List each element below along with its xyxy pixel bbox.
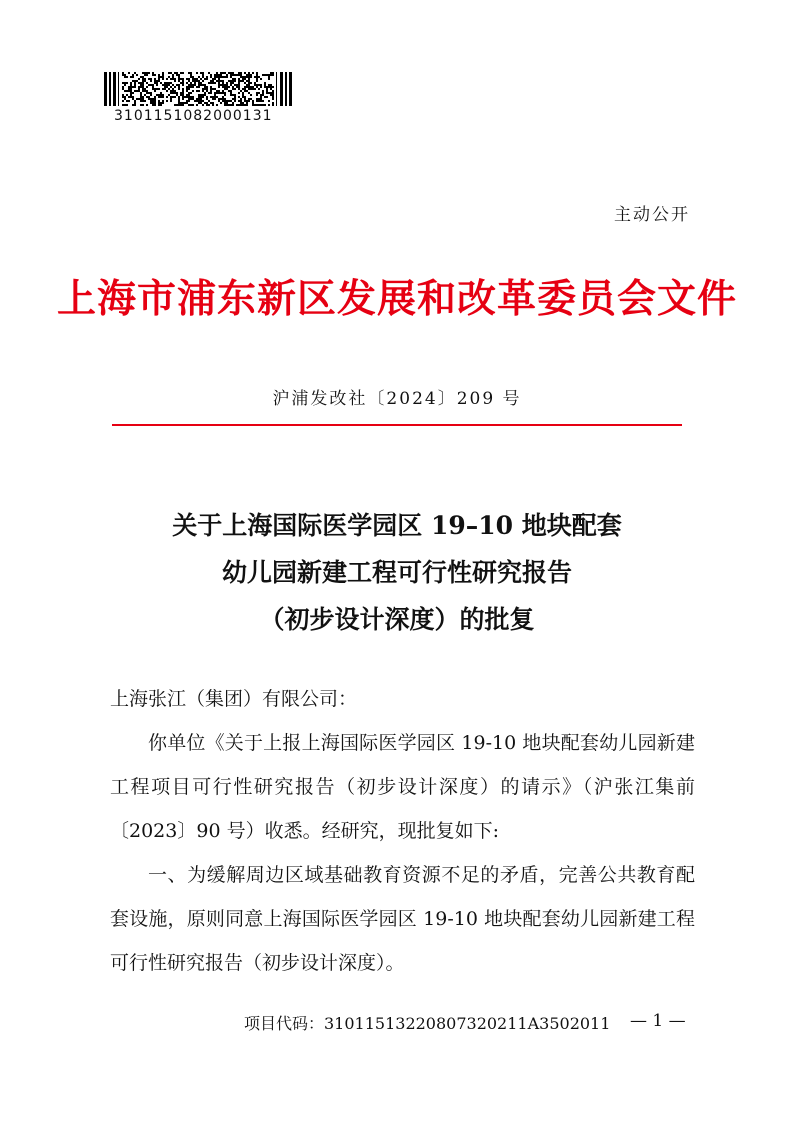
addressee: 上海张江（集团）有限公司： [110, 688, 358, 710]
document-body [110, 677, 695, 985]
title-line-3: （初步设计深度）的批复 [259, 605, 535, 634]
body-paragraph-2: 一、为缓解周边区域基础教育资源不足的矛盾，完善公共教育配套设施，原则同意上海国际医学园区 19-10 地块配套幼儿园新建工程可行性研究报告（初步设计深度）。 [110, 864, 695, 974]
page-number: — 1 — [630, 1011, 686, 1031]
title-line-2: 幼儿园新建工程可行性研究报告 [221, 558, 572, 587]
barcode-number: 3101151082000131 [114, 108, 273, 124]
issuing-authority-title: 上海市浦东新区发展和改革委员会文件 [56, 276, 737, 322]
barcode-image [104, 72, 294, 106]
red-separator-line [112, 424, 682, 426]
body-paragraph-1: 你单位《关于上报上海国际医学园区 19-10 地块配套幼儿园新建工程项目可行性研究报告（初步设计深度）的请示》（沪张江集前〔2023〕90 号）收悉。经研究，现批复如下: [110, 732, 695, 842]
document-number: 沪浦发改社〔2024〕209 号 [272, 389, 522, 409]
project-code: 项目代码：31011513220807320211A3502011 [244, 1014, 611, 1033]
disclosure-label: 主动公开 [614, 205, 690, 225]
title-line-1: 关于上海国际医学园区 19–10 地块配套 [172, 511, 622, 540]
document-title [0, 502, 794, 643]
